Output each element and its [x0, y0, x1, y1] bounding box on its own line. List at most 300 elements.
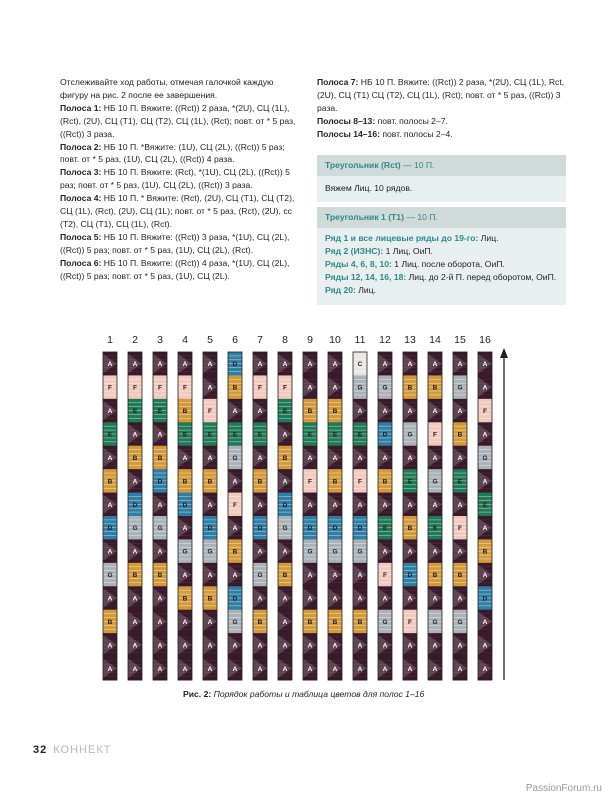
segment-color-letter: A	[232, 525, 238, 533]
t1-row	[317, 258, 566, 271]
t1-row-text: Лиц.	[358, 285, 377, 295]
strip-text: НБ 10 П. Вяжите: (Rct), *(1U), СЦ (2L), ((Rct)) 5 раз; повт. от * 5 раз, (1U), СЦ (2L), ((Rct)) 3 раза.	[60, 167, 290, 191]
segment-color-letter: G	[132, 525, 138, 533]
segment-color-letter: F	[108, 384, 112, 392]
caption-label: Рис. 2:	[183, 689, 212, 699]
segment-color-letter: A	[207, 361, 213, 369]
segment-color-letter: F	[433, 431, 437, 439]
segment-color-letter: B	[282, 454, 288, 462]
segment-color-letter: A	[482, 618, 488, 626]
segment-color-letter: G	[157, 525, 163, 533]
segment-color-letter: A	[482, 665, 488, 673]
rct-box-header	[317, 155, 566, 176]
segment-color-letter: E	[382, 525, 388, 533]
segment-color-letter: G	[457, 384, 463, 392]
segment-color-letter: D	[232, 595, 238, 603]
segment-color-letter: A	[457, 501, 463, 509]
segment-color-letter: A	[157, 595, 163, 603]
segment-color-letter: B	[332, 478, 338, 486]
segment-color-letter: B	[407, 384, 413, 392]
segment-color-letter: A	[282, 478, 288, 486]
segment-color-letter: E	[157, 408, 163, 416]
segment-color-letter: G	[432, 478, 438, 486]
segment-color-letter: A	[382, 595, 388, 603]
segment-color-letter: A	[282, 665, 288, 673]
segment-color-letter: A	[482, 572, 488, 580]
segment-color-letter: G	[382, 384, 388, 392]
strip-number: 16	[479, 334, 491, 346]
segment-color-letter: A	[207, 618, 213, 626]
segment-color-letter: G	[407, 431, 413, 439]
segment-color-letter: F	[183, 384, 187, 392]
segment-color-letter: B	[157, 572, 163, 580]
strip-number: 9	[307, 334, 313, 346]
segment-color-letter: A	[432, 665, 438, 673]
segment-color-letter: A	[232, 665, 238, 673]
strip-label: Полоса 4:	[60, 193, 102, 204]
segment-color-letter: A	[107, 408, 113, 416]
segment-color-letter: D	[357, 525, 363, 533]
segment-color-letter: A	[257, 548, 263, 556]
segment-color-letter: G	[332, 548, 338, 556]
segment-color-letter: A	[232, 478, 238, 486]
segment-color-letter: A	[107, 361, 113, 369]
segment-color-letter: A	[257, 501, 263, 509]
segment-color-letter: A	[307, 642, 313, 650]
segment-color-letter: A	[232, 642, 238, 650]
strip	[253, 352, 267, 680]
segment-color-letter: A	[357, 642, 363, 650]
segment-color-letter: F	[233, 501, 237, 509]
segment-color-letter: A	[282, 595, 288, 603]
strip-number: 12	[379, 334, 391, 346]
strip-label: Полоса 3:	[60, 167, 102, 178]
segment-color-letter: A	[432, 595, 438, 603]
strip-label: Полоса 7:	[317, 77, 359, 87]
segment-color-letter: E	[307, 431, 313, 439]
strip-number: 13	[404, 334, 416, 346]
segment-color-letter: E	[107, 431, 113, 439]
strip-number: 6	[232, 334, 238, 346]
segment-color-letter: G	[232, 618, 238, 626]
strip-text: НБ 10 П. Вяжите: ((Rct)) 3 раза, *(1U), СЦ (2L), ((Rct)) 5 раз; повт. от * 5 раз, (1U), СЦ (2L), (Rct).	[60, 231, 290, 255]
t1-row	[317, 284, 566, 297]
t1-box-subtitle: — 10 П.	[406, 212, 438, 222]
t1-row-label: Ряд 2 (ИЗНС):	[325, 246, 384, 256]
strip-text: НБ 10 П. Вяжите: ((Rct)) 2 раза, *(2U), СЦ (1L), Rct, (2U), СЦ (T1) СЦ (T2), СЦ (1L), (Rct); повт. от * 5 раз, ((Rct)) 3 раза.	[317, 77, 565, 113]
strip	[403, 352, 417, 680]
strip-number: 14	[429, 334, 441, 346]
segment-color-letter: B	[232, 548, 238, 556]
segment-color-letter: A	[407, 454, 413, 462]
segment-color-letter: A	[132, 361, 138, 369]
segment-color-letter: D	[257, 525, 263, 533]
segment-color-letter: A	[457, 642, 463, 650]
segment-color-letter: A	[257, 408, 263, 416]
strip-label: Полосы 14–16:	[317, 128, 380, 139]
segment-color-letter: A	[182, 454, 188, 462]
segment-color-letter: A	[332, 454, 338, 462]
strip-instruction	[60, 231, 300, 257]
segment-color-letter: A	[357, 408, 363, 416]
segment-color-letter: A	[132, 642, 138, 650]
segment-color-letter: A	[132, 548, 138, 556]
segment-color-letter: A	[457, 595, 463, 603]
segment-color-letter: D	[382, 431, 388, 439]
segment-color-letter: A	[482, 478, 488, 486]
strip-number: 3	[157, 334, 163, 346]
t1-row-label: Ряды 4, 6, 8, 10:	[325, 259, 392, 269]
segment-color-letter: A	[307, 361, 313, 369]
segment-color-letter: A	[407, 548, 413, 556]
segment-color-letter: F	[483, 408, 487, 416]
segment-color-letter: A	[207, 642, 213, 650]
strip-label: Полоса 2:	[60, 141, 102, 152]
segment-color-letter: B	[107, 618, 113, 626]
segment-color-letter: E	[457, 478, 463, 486]
watermark: PassionForum.ru	[525, 783, 602, 794]
strip	[153, 352, 167, 680]
segment-color-letter: A	[332, 361, 338, 369]
strip-number: 1	[107, 334, 113, 346]
segment-color-letter: F	[133, 384, 137, 392]
segment-color-letter: F	[308, 478, 312, 486]
segment-color-letter: B	[282, 572, 288, 580]
t1-row-label: Ряд 20:	[325, 285, 356, 295]
intro-paragraph: Отслеживайте ход работы, отмечая галочкой каждую фигуру на рис. 2 после ее завершения.	[60, 77, 274, 100]
segment-color-letter: A	[332, 384, 338, 392]
strip-number: 2	[132, 334, 138, 346]
segment-color-letter: A	[182, 525, 188, 533]
segment-color-letter: A	[307, 501, 313, 509]
segment-color-letter: F	[408, 618, 412, 626]
segment-color-letter: B	[132, 572, 138, 580]
strip-color-diagram	[98, 330, 518, 682]
segment-color-letter: B	[107, 478, 113, 486]
segment-color-letter: A	[332, 665, 338, 673]
segment-color-letter: A	[382, 665, 388, 673]
segment-color-letter: D	[132, 501, 138, 509]
segment-color-letter: D	[207, 525, 213, 533]
segment-color-letter: D	[407, 572, 413, 580]
segment-color-letter: A	[182, 665, 188, 673]
segment-color-letter: A	[182, 642, 188, 650]
segment-color-letter: A	[307, 384, 313, 392]
segment-color-letter: A	[132, 478, 138, 486]
segment-color-letter: A	[332, 642, 338, 650]
segment-color-letter: A	[182, 572, 188, 580]
strip-text: НБ 10 П. * Вяжите: (Rct), (2U), СЦ (T1), СЦ (T2), СЦ (1L), (Rct), (2U), СЦ (1L); повт. от * 5 раз, (Rct), (2U), сс (T2), СЦ (T1), СЦ (1L), (Rct).	[60, 193, 295, 229]
segment-color-letter: F	[458, 525, 462, 533]
segment-color-letter: A	[432, 548, 438, 556]
strip	[103, 352, 117, 680]
segment-color-letter: A	[207, 572, 213, 580]
segment-color-letter: B	[132, 454, 138, 462]
left-text-column	[60, 76, 300, 283]
segment-color-letter: F	[208, 408, 212, 416]
strip-text: НБ 10 П. *Вяжите: (1U), СЦ (2L), ((Rct)) 5 раз; повт. от * 5 раз, (1U), СЦ (2L), ((Rct)) 4 раза.	[60, 141, 285, 165]
segment-color-letter: A	[382, 642, 388, 650]
segment-color-letter: A	[357, 454, 363, 462]
segment-color-letter: B	[182, 478, 188, 486]
segment-color-letter: A	[132, 618, 138, 626]
segment-color-letter: B	[257, 478, 263, 486]
segment-color-letter: B	[182, 595, 188, 603]
strip	[378, 352, 392, 680]
segment-color-letter: A	[107, 665, 113, 673]
strip	[353, 352, 367, 680]
strip-number: 5	[207, 334, 213, 346]
segment-color-letter: G	[382, 618, 388, 626]
segment-color-letter: A	[257, 642, 263, 650]
strip	[453, 352, 467, 680]
segment-color-letter: B	[382, 478, 388, 486]
segment-color-letter: B	[482, 548, 488, 556]
segment-color-letter: A	[432, 642, 438, 650]
page-number: 32	[33, 744, 48, 756]
segment-color-letter: E	[207, 431, 213, 439]
strip-text: повт. полосы 2–4.	[382, 128, 453, 139]
segment-color-letter: D	[232, 361, 238, 369]
segment-color-letter: E	[132, 408, 138, 416]
segment-color-letter: A	[482, 525, 488, 533]
segment-color-letter: A	[382, 501, 388, 509]
segment-color-letter: A	[257, 454, 263, 462]
segment-color-letter: G	[357, 548, 363, 556]
segment-color-letter: D	[307, 525, 313, 533]
segment-color-letter: A	[157, 665, 163, 673]
strip-instruction	[60, 192, 300, 231]
segment-color-letter: A	[157, 642, 163, 650]
strip-number: 10	[329, 334, 341, 346]
segment-color-letter: D	[282, 501, 288, 509]
segment-color-letter: B	[207, 478, 213, 486]
segment-color-letter: A	[157, 431, 163, 439]
segment-color-letter: A	[257, 665, 263, 673]
segment-color-letter: G	[307, 548, 313, 556]
segment-color-letter: A	[132, 665, 138, 673]
t1-row-text: Лиц.	[480, 233, 499, 243]
segment-color-letter: A	[357, 595, 363, 603]
segment-color-letter: A	[207, 384, 213, 392]
segment-color-letter: A	[257, 595, 263, 603]
segment-color-letter: E	[407, 478, 413, 486]
t1-box-title: Треугольник 1 (T1)	[325, 212, 404, 222]
segment-color-letter: A	[157, 548, 163, 556]
strip	[178, 352, 192, 680]
strip-label: Полоса 5:	[60, 231, 102, 242]
segment-color-letter: B	[232, 384, 238, 392]
segment-color-letter: G	[232, 454, 238, 462]
rct-triangle-box	[317, 155, 566, 202]
segment-color-letter: E	[282, 408, 288, 416]
segment-color-letter: A	[482, 431, 488, 439]
segment-color-letter: F	[283, 384, 287, 392]
segment-color-letter: F	[358, 478, 362, 486]
segment-color-letter: A	[357, 501, 363, 509]
page-footer	[33, 744, 111, 756]
segment-color-letter: A	[282, 431, 288, 439]
strip-instruction	[60, 102, 300, 141]
segment-color-letter: A	[157, 618, 163, 626]
segment-color-letter: A	[282, 618, 288, 626]
segment-color-letter: A	[132, 431, 138, 439]
segment-color-letter: A	[357, 665, 363, 673]
segment-color-letter: A	[382, 361, 388, 369]
strip-instruction	[60, 257, 300, 283]
rct-box-text: Вяжем Лиц. 10 рядов.	[325, 183, 413, 193]
direction-arrow-head	[500, 348, 508, 358]
segment-color-letter: A	[407, 665, 413, 673]
segment-color-letter: A	[307, 665, 313, 673]
segment-color-letter: E	[182, 431, 188, 439]
segment-color-letter: G	[182, 548, 188, 556]
segment-color-letter: A	[482, 642, 488, 650]
t1-row	[317, 232, 566, 245]
segment-color-letter: G	[457, 618, 463, 626]
segment-color-letter: A	[382, 454, 388, 462]
strip-label: Полоса 6:	[60, 257, 102, 268]
segment-color-letter: A	[207, 501, 213, 509]
segment-color-letter: G	[107, 572, 113, 580]
segment-color-letter: B	[257, 618, 263, 626]
segment-color-letter: C	[357, 361, 363, 369]
segment-color-letter: A	[307, 454, 313, 462]
segment-color-letter: D	[157, 478, 163, 486]
strip-instruction	[60, 141, 300, 167]
segment-color-letter: G	[357, 384, 363, 392]
segment-color-letter: A	[482, 361, 488, 369]
t1-row-label: Ряды 12, 14, 16, 18:	[325, 272, 407, 282]
segment-color-letter: E	[332, 431, 338, 439]
segment-color-letter: G	[257, 572, 263, 580]
segment-color-letter: G	[282, 525, 288, 533]
strip	[478, 352, 492, 680]
segment-color-letter: A	[207, 665, 213, 673]
segment-color-letter: D	[482, 595, 488, 603]
strip-number: 11	[354, 334, 366, 346]
segment-color-letter: A	[257, 361, 263, 369]
strip-instruction	[317, 115, 565, 128]
segment-color-letter: A	[407, 408, 413, 416]
segment-color-letter: A	[457, 665, 463, 673]
segment-color-letter: A	[182, 361, 188, 369]
t1-box-header	[317, 207, 566, 228]
segment-color-letter: A	[307, 572, 313, 580]
strip-instruction	[60, 166, 300, 192]
segment-color-letter: A	[407, 642, 413, 650]
strip	[128, 352, 142, 680]
segment-color-letter: A	[357, 572, 363, 580]
segment-color-letter: B	[307, 618, 313, 626]
segment-color-letter: A	[407, 501, 413, 509]
magazine-name: КОННЕКТ	[53, 744, 112, 756]
segment-color-letter: A	[457, 361, 463, 369]
segment-color-letter: B	[432, 384, 438, 392]
segment-color-letter: D	[182, 501, 188, 509]
strip-instruction	[317, 76, 565, 115]
segment-color-letter: E	[357, 431, 363, 439]
segment-color-letter: A	[457, 454, 463, 462]
segment-color-letter: A	[282, 642, 288, 650]
segment-color-letter: A	[432, 501, 438, 509]
segment-color-letter: B	[157, 454, 163, 462]
strip	[228, 352, 242, 680]
segment-color-letter: G	[432, 618, 438, 626]
segment-color-letter: B	[432, 572, 438, 580]
caption-text: Порядок работы и таблица цветов для полос 1–16	[213, 689, 425, 699]
figure-caption	[183, 689, 424, 699]
segment-color-letter: A	[432, 454, 438, 462]
segment-color-letter: A	[107, 595, 113, 603]
segment-color-letter: A	[157, 361, 163, 369]
t1-row	[317, 245, 566, 258]
rct-box-subtitle: — 10 П.	[402, 160, 435, 170]
t1-row-text: Лиц. до 2-й П. перед оборотом, ОиП.	[408, 272, 557, 282]
strip-label: Полоса 1:	[60, 102, 102, 113]
strip	[303, 352, 317, 680]
segment-color-letter: A	[482, 384, 488, 392]
segment-color-letter: A	[282, 361, 288, 369]
segment-color-letter: A	[107, 501, 113, 509]
segment-color-letter: A	[407, 361, 413, 369]
strip	[328, 352, 342, 680]
segment-color-letter: A	[107, 454, 113, 462]
segment-color-letter: D	[107, 525, 113, 533]
segment-color-letter: A	[282, 548, 288, 556]
strip	[428, 352, 442, 680]
segment-color-letter: B	[407, 525, 413, 533]
strip-label: Полосы 8–13:	[317, 115, 376, 126]
segment-color-letter: A	[232, 572, 238, 580]
strip-number: 8	[282, 334, 288, 346]
segment-color-letter: A	[332, 572, 338, 580]
segment-color-letter: A	[157, 501, 163, 509]
rct-box-title: Треугольник (Rct)	[325, 160, 401, 170]
segment-color-letter: B	[207, 595, 213, 603]
segment-color-letter: F	[383, 572, 387, 580]
segment-color-letter: A	[332, 595, 338, 603]
strip-text: НБ 10 П. Вяжите: ((Rct)) 4 раза, *(1U), СЦ (2L), ((Rct)) 5 раз; повт. от * 5 раз, (1U), СЦ (2L).	[60, 257, 290, 281]
segment-color-letter: B	[457, 431, 463, 439]
segment-color-letter: A	[107, 548, 113, 556]
segment-color-letter: E	[257, 431, 263, 439]
segment-color-letter: B	[457, 572, 463, 580]
segment-color-letter: E	[482, 501, 488, 509]
strip	[278, 352, 292, 680]
segment-color-letter: A	[382, 408, 388, 416]
segment-color-letter: A	[107, 642, 113, 650]
strip-number: 7	[257, 334, 263, 346]
segment-color-letter: A	[432, 408, 438, 416]
segment-color-letter: A	[182, 618, 188, 626]
segment-color-letter: E	[432, 525, 438, 533]
segment-color-letter: A	[457, 408, 463, 416]
segment-color-letter: A	[232, 408, 238, 416]
t1-row-text: 1 Лиц, ОиП.	[385, 246, 433, 256]
segment-color-letter: A	[307, 595, 313, 603]
segment-color-letter: F	[258, 384, 262, 392]
t1-row	[317, 271, 566, 284]
segment-color-letter: A	[382, 548, 388, 556]
strip-number: 15	[454, 334, 466, 346]
segment-color-letter: B	[357, 618, 363, 626]
segment-color-letter: A	[207, 454, 213, 462]
strip-number: 4	[182, 334, 188, 346]
t1-triangle-box	[317, 207, 566, 305]
segment-color-letter: G	[207, 548, 213, 556]
segment-color-letter: B	[332, 618, 338, 626]
